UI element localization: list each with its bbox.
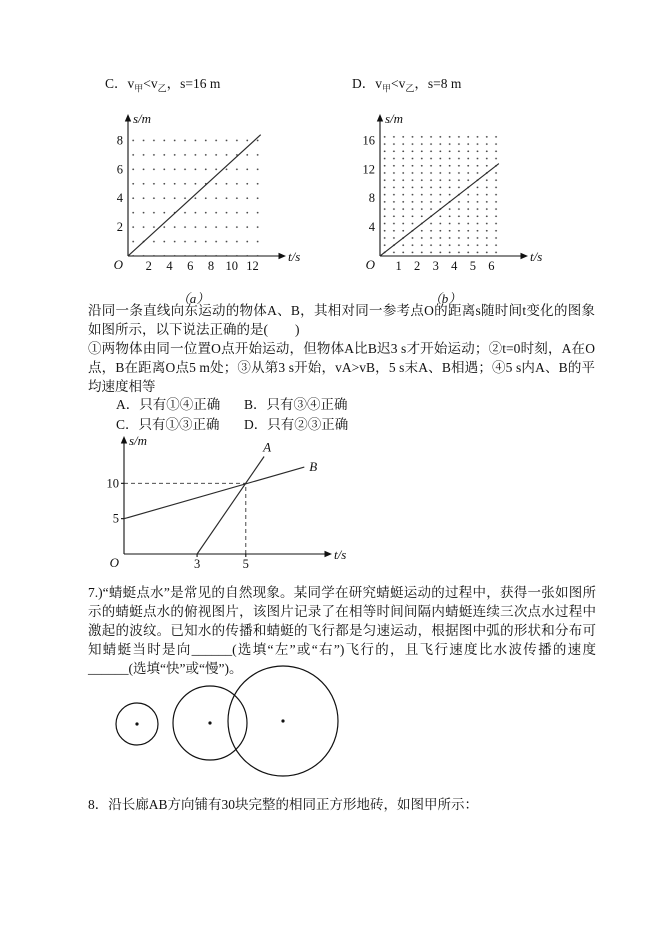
figure-graph-a [98,112,312,307]
option-d-post: ，s=8 m [414,76,462,91]
svg-text:t/s: t/s [288,249,301,264]
svg-text:O: O [113,257,123,272]
svg-text:6: 6 [116,162,123,177]
ripple-center-dot [208,721,211,724]
svg-text:5: 5 [469,259,476,273]
q6-option-b: B．只有③④正确 [244,397,348,412]
svg-text:4: 4 [368,220,375,235]
q6-text-block [88,301,595,396]
q6-options-row-2 [116,415,536,435]
graph-b-svg [350,112,554,282]
ripple-center-dot [135,722,138,725]
q6-intro: 沿同一条直线向东运动的物体A、B，其相对同一参考点O的距离s随时间t变化的图象如图所示，以下说法正确的是( ) [88,303,595,337]
option-c-post: ，s=16 m [166,76,221,91]
svg-text:6: 6 [488,259,495,273]
svg-text:4: 4 [166,259,173,273]
svg-text:6: 6 [187,259,194,273]
svg-text:O: O [365,257,375,272]
svg-text:t/s: t/s [334,547,347,562]
svg-text:2: 2 [145,259,152,273]
ripple-center-dot [281,719,284,722]
q6-statements: ①两物体由同一位置O点开始运动，但物体A比B迟3 s才开始运动；②t=0时刻，A在O点，B在距离O点5 m处；③从第3 s开始，vA>vB，5 s末A、B相遇；④5 s内A、B的平均速度相等 [88,341,595,394]
q6-options-row-1 [116,395,536,415]
graph-a-caption: （a） [176,291,210,306]
svg-text:4: 4 [451,259,458,273]
svg-text:10: 10 [106,476,119,491]
q6-option-a: A．只有①④正确 [116,397,221,412]
option-c-text: C．v [105,76,135,91]
figure-graph-ab [90,436,358,584]
option-c-sub2: 乙 [157,83,167,94]
svg-text:16: 16 [362,133,375,148]
option-c [105,72,220,95]
q6-option-c: C．只有①③正确 [116,416,220,432]
q8-text: 8．沿长廊AB方向铺有30块完整的相同正方形地砖，如图甲所示： [88,797,479,812]
svg-text:8: 8 [368,191,375,206]
svg-text:s/m: s/m [385,112,404,126]
svg-text:5: 5 [242,557,249,571]
graph-ab-svg [90,436,358,580]
svg-text:A: A [263,439,272,455]
svg-text:t/s: t/s [530,249,543,264]
svg-text:3: 3 [432,259,439,273]
ripples-svg [80,664,370,786]
svg-text:4: 4 [116,191,123,206]
svg-text:3: 3 [193,557,201,571]
svg-text:B: B [309,459,318,475]
svg-text:8: 8 [116,133,123,148]
svg-text:2: 2 [116,220,123,235]
figure-ripples [80,664,370,790]
graph-b-chart [350,112,554,286]
figure-graph-b [350,112,554,307]
option-c-sub1: 甲 [134,83,144,94]
option-c-mid: <v [143,76,158,91]
q6-options [116,395,536,434]
svg-text:10: 10 [225,259,238,273]
option-d-text: D．v [352,76,382,91]
q7-text: 7.)“蜻蜓点水”是常见的自然现象。某同学在研究蜻蜓运动的过程中，获得一张如图所示的蜻蜓点水的俯视图片，该图片记录了在相等时间间隔内蜻蜓连续三次点水过程中激起的波纹。已知水的传播和蜻蜓的飞行都是匀速运动，根据图中弧的形状和分布可知蜻蜓当时是向______(选填“左”或“右”)飞行的，且飞行速度比水波传播的速度______(选填“快”或“慢”)。 [88,585,596,676]
graph-b-caption: （b） [428,291,462,306]
svg-text:5: 5 [112,511,119,526]
svg-text:12: 12 [246,259,259,273]
option-d-sub2: 乙 [405,83,415,94]
svg-text:8: 8 [207,259,215,273]
graph-ab-chart [90,436,358,584]
svg-text:2: 2 [414,259,421,273]
graph-a-chart [98,112,312,286]
svg-text:1: 1 [395,259,402,273]
option-d-sub1: 甲 [382,83,392,94]
option-d [352,72,461,95]
svg-text:O: O [109,555,119,570]
option-d-mid: <v [391,76,406,91]
svg-text:s/m: s/m [133,112,152,126]
svg-text:12: 12 [362,162,375,177]
ripples-figure [80,664,370,790]
graph-a-svg [98,112,312,282]
q6-option-d: D．只有②③正确 [244,416,349,432]
svg-text:s/m: s/m [129,436,148,448]
